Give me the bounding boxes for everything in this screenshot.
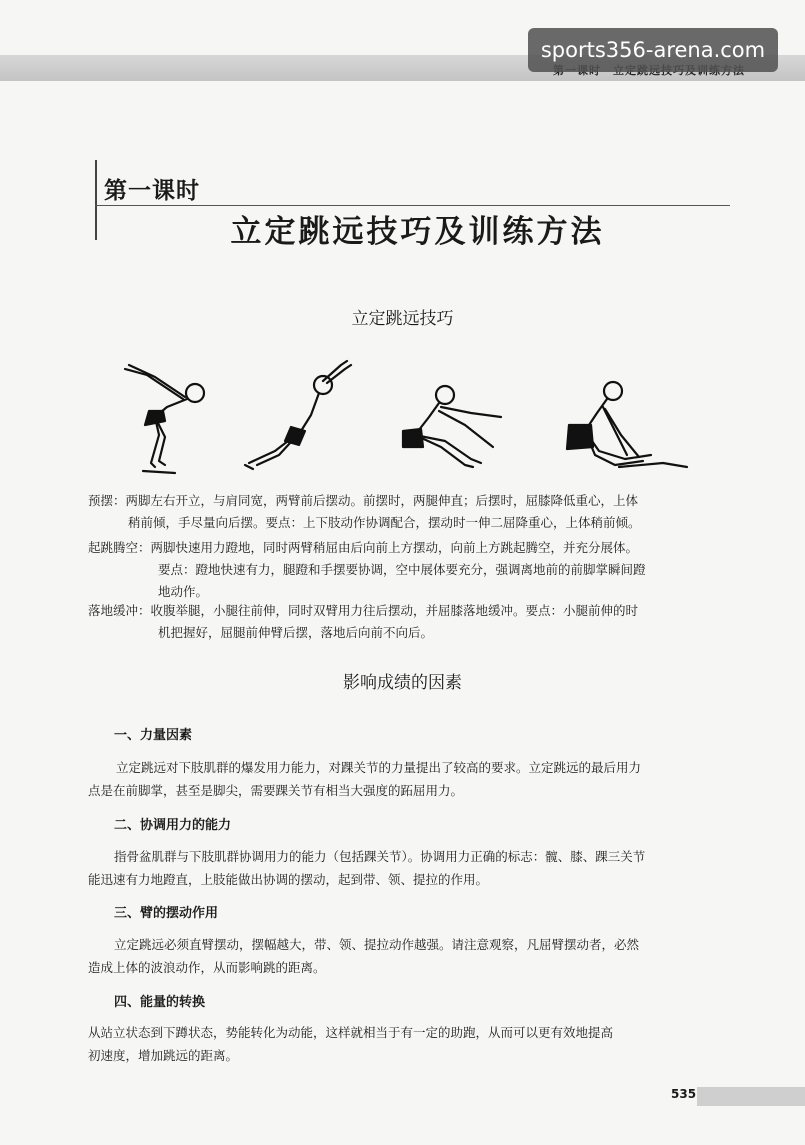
figure-landing xyxy=(567,382,687,467)
term-label: 起跳腾空： xyxy=(88,540,151,555)
factor-text-line: 能迅速有力地蹬直，上肢能做出协调的摆动，起到带、领、提拉的作用。 xyxy=(88,872,489,887)
technique-text-line: 两脚快速用力蹬地，同时两臂稍屈由后向前上方摆动，向前上方跳起腾空，并充分展体。 xyxy=(150,540,639,555)
factor-body xyxy=(88,756,729,802)
factor-body xyxy=(88,1021,729,1067)
factor-text-line: 立定跳远必须直臂摆动，摆幅越大，带、领、提拉动作越强。请注意观察，凡屈臂摆动者，必然 xyxy=(114,937,640,952)
factor-text-line: 从站立状态到下蹲状态，势能转化为动能，这样就相当于有一定的助跑，从而可以更有效地提高 xyxy=(88,1025,614,1040)
factor-text-line: 造成上体的波浪动作，从而影响跳的距离。 xyxy=(88,960,326,975)
technique-text-line: 两脚左右开立，与肩同宽，两臂前后摆动。前摆时，两腿伸直；后摆时，屈膝降低重心，上体 xyxy=(125,493,639,508)
figure-flight xyxy=(403,386,501,467)
factor-body xyxy=(88,933,729,979)
technique-text-line: 地动作。 xyxy=(158,584,209,599)
factor-text-line: 初速度，增加跳远的距离。 xyxy=(88,1048,239,1063)
site-watermark: sports356-arena.com xyxy=(528,28,778,72)
technique-text-line: 稍前倾，手尽量向后摆。要点：上下肢动作协调配合，摆动时一伸二屈降重心，上体稍前倾。 xyxy=(128,515,641,530)
technique-item-takeoff xyxy=(88,537,728,603)
technique-item-landing xyxy=(88,600,728,644)
technique-text-line: 机把握好，屈腿前伸臂后摆，落地后向前不向后。 xyxy=(158,625,434,640)
technique-text-line: 要点：蹬地快速有力，腿蹬和手摆要协调，空中展体要充分，强调离地前的前脚掌瞬间蹬 xyxy=(158,562,646,577)
page-number: 535 xyxy=(671,1087,697,1101)
factor-text-line: 点是在前脚掌，甚至是脚尖，需要踝关节有相当大强度的跖屈用力。 xyxy=(88,783,464,798)
figure-takeoff xyxy=(245,361,351,469)
figure-backswing xyxy=(125,365,204,473)
term-label: 落地缓冲： xyxy=(88,603,151,618)
factors-section-title: 影响成绩的因素 xyxy=(343,673,462,693)
factor-body xyxy=(88,845,729,891)
factor-text-line: 指骨盆肌群与下肢肌群协调用力的能力（包括踝关节）。协调用力正确的标志：髋、膝、踝三关节 xyxy=(114,849,646,864)
technique-item-preswing xyxy=(88,490,728,534)
factor-heading: 四、能量的转换 xyxy=(114,995,206,1010)
factor-text-line: 立定跳远对下肢肌群的爆发用力能力，对踝关节的力量提出了较高的要求。立定跳远的最后用力 xyxy=(116,760,642,775)
technique-text-line: 收腹举腿，小腿往前伸，同时双臂用力往后摆动，并屈膝落地缓冲。要点：小腿前伸的时 xyxy=(150,603,639,618)
factor-heading: 二、协调用力的能力 xyxy=(114,818,232,833)
lesson-title: 立定跳远技巧及训练方法 xyxy=(230,214,605,250)
page-number-band xyxy=(697,1087,805,1106)
factor-heading: 三、臂的摆动作用 xyxy=(114,906,219,921)
technique-section-title: 立定跳远技巧 xyxy=(351,309,454,329)
term-label: 预摆： xyxy=(88,493,126,508)
lesson-number: 第一课时 xyxy=(104,178,200,204)
jump-phase-illustration xyxy=(115,355,695,485)
factor-heading: 一、力量因素 xyxy=(114,728,193,743)
